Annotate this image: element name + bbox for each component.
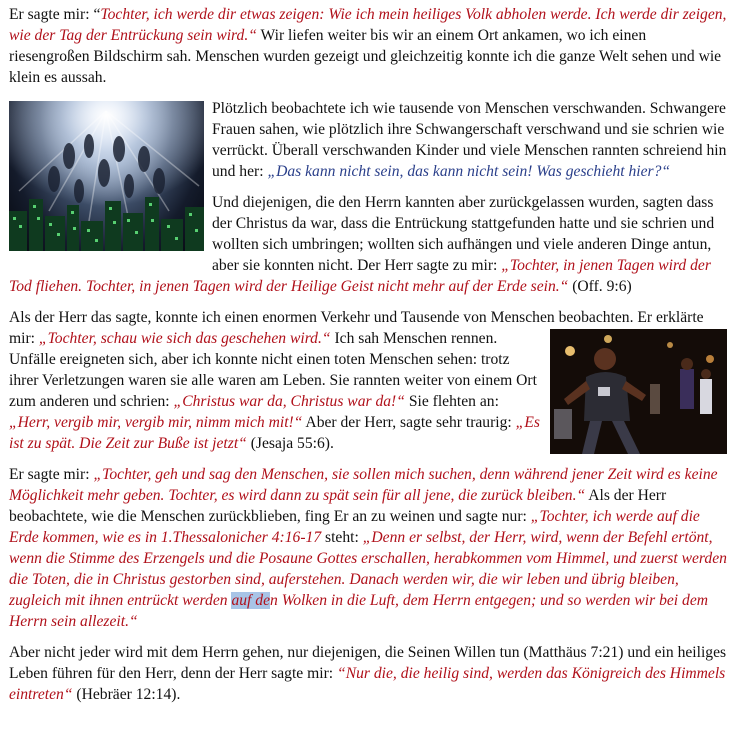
p4-text-g: Aber der Herr, sagte sehr traurig: xyxy=(302,414,516,431)
p1-text-a: Er sagte mir: “ xyxy=(9,6,101,23)
p5-selected-text[interactable]: auf de xyxy=(231,592,270,609)
p3-text-a: Und diejenigen, die den Herrn kannten aber zurückgelassen wurden, sagten dass der Christus da war, dass die Entrückung stattgefunden hatte und sie schrien und wollten sich umbringen; wollten sich aufhängen und viele anderen Dinge antun, aber sie konnten nicht. Der Herr sagte zu mir: xyxy=(212,194,715,274)
p4-reference: (Jesaja 55:6). xyxy=(246,435,334,452)
paragraph-6 xyxy=(9,642,727,705)
p4-quote-1: „Tochter, schau wie sich das geschehen wird.“ xyxy=(38,330,331,347)
p6-text-a: Aber nicht jeder wird mit dem Herrn gehen, nur diejenigen, die Seinen Willen tun (Matthäus 7:21) und ein heiliges Leben führen für den Herr, denn der Herr sagte mir: xyxy=(9,644,727,682)
paragraph-5 xyxy=(9,464,727,632)
running-crowd-photo xyxy=(550,329,727,454)
p1-quote: Tochter, ich werde dir etwas zeigen: Wie ich mein heiliges Volk abholen werde. Ich werde dir zeigen, wie der Tag der Entrückung sein wird.“ xyxy=(9,6,727,44)
p1-text-c: Wir liefen weiter bis wir an einem Ort ankamen, wo ich einen riesengroßen Bildschirm sah. Menschen wurden gezeigt und gleichzeitig konnte ich die ganze Welt sehen und wie klein es aussah. xyxy=(9,27,722,86)
p4-text-c: Ich sah Menschen rennen. Unfälle ereigneten sich, aber ich konnte nicht einen toten Menschen sehen: trotz ihrer Verletzungen waren sie alle waren am Leben. Sie rannten weiter von einem Ort zum anderen und schrien: xyxy=(9,330,537,410)
rapture-illustration-svg xyxy=(9,101,204,251)
p4-text-a: Als der Herr das sagte, konnte ich einen enormen Verkehr und Tausende von Menschen beobachten. Er erklärte mir: xyxy=(9,309,704,347)
p5-text-a: Er sagte mir: xyxy=(9,466,94,483)
p5-quote-1: „Tochter, geh und sag den Menschen, sie sollen mich suchen, denn während jener Zeit wird es keine Möglichkeit mehr geben. Tochter, es wird dann zu spät sein für all jene, die zurück bleiben.“ xyxy=(9,466,718,504)
p2-text-a: Plötzlich beobachtete ich wie tausende von Menschen verschwanden. Schwangere Frauen sahen, wie plötzlich ihre Schwangerschaft verschwand und sie schrien wie verrückt. Überall verschwanden Kinder und viele Menschen rannten schreiend hin und her: xyxy=(212,100,727,180)
paragraph-1 xyxy=(9,4,727,88)
p5-text-c: Als der Herr beobachtete, wie die Menschen zurückblieben, fing Er an zu weinen und sagte nur: xyxy=(9,487,667,525)
p3-quote: „Tochter, in jenen Tagen wird der Tod fliehen. Tochter, in jenen Tagen wird der Heilige Geist nicht mehr auf der Erde sein.“ xyxy=(9,257,711,295)
p3-reference: (Off. 9:6) xyxy=(568,278,632,295)
running-crowd-photo-svg xyxy=(550,329,727,454)
paragraph-4 xyxy=(9,307,727,454)
p5-quote-3: „Denn er selbst, der Herr, wird, wenn der Befehl ertönt, wenn die Stimme des Erzengels und die Posaune Gottes erschallen, herabkommen vom Himmel, und zuerst werden die Toten, die in Christus gestorben sind, auferstehen. Danach werden wir, die wir leben und übrig bleiben, zugleich mit ihnen entrückt werden xyxy=(9,529,727,609)
rapture-illustration xyxy=(9,101,204,251)
p4-text-e: Sie flehten an: xyxy=(404,393,499,410)
p6-quote: “Nur die, die heilig sind, werden das Königreich des Himmels eintreten“ xyxy=(9,665,726,703)
p4-quote-4: „Es ist zu spät. Die Zeit zur Buße ist jetzt“ xyxy=(9,414,540,452)
p6-reference: (Hebräer 12:14). xyxy=(72,686,181,703)
p5-text-e: steht: xyxy=(321,529,363,546)
p2-quote: „Das kann nicht sein, das kann nicht sein! Was geschieht hier?“ xyxy=(267,163,671,180)
p4-quote-3: „Herr, vergib mir, vergib mir, nimm mich mit!“ xyxy=(9,414,303,431)
p4-quote-2: „Christus war da, Christus war da!“ xyxy=(173,393,405,410)
document-page xyxy=(9,4,727,715)
p5-quote-4: n Wolken in die Luft, dem Herrn entgegen; und so werden wir bei dem Herrn sein allezeit.“ xyxy=(9,592,709,630)
p5-quote-2: „Tochter, ich werde auf die Erde kommen, wie es in 1.Thessalonicher 4:16-17 xyxy=(9,508,700,546)
